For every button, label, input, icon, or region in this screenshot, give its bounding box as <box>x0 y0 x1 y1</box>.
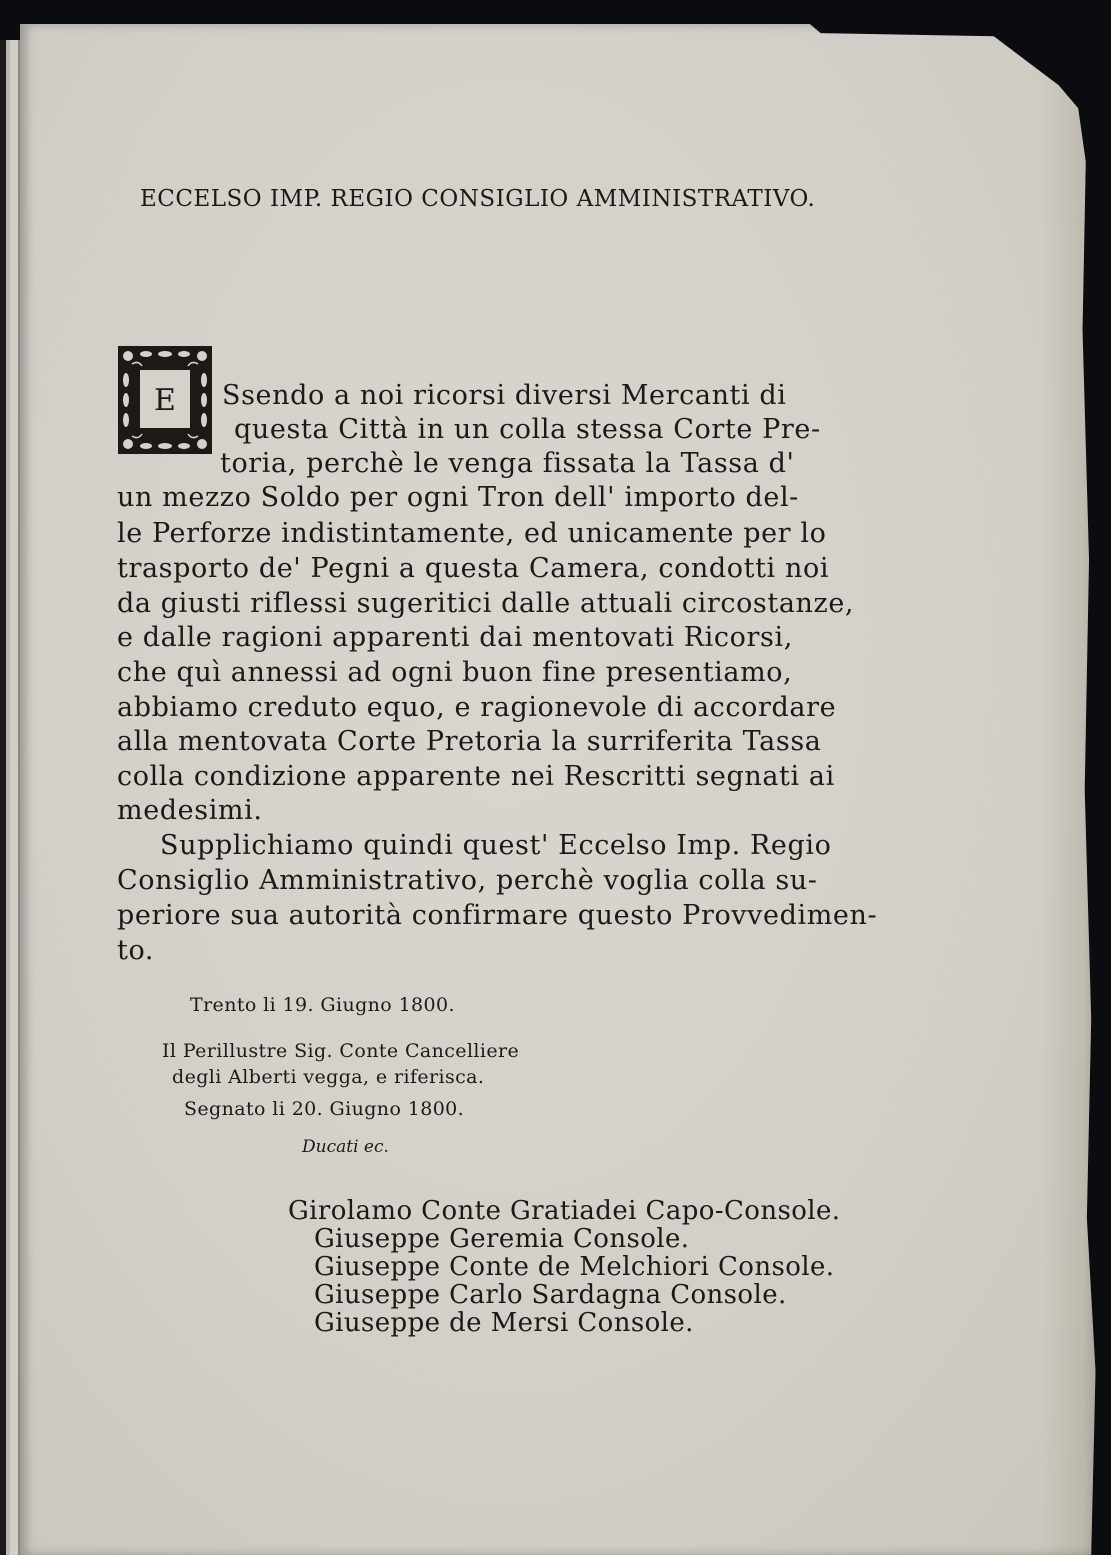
body-line: medesimi. <box>117 795 263 826</box>
body-line: da giusti riflessi sugeritici dalle attuali circostanze, <box>117 588 855 619</box>
drop-cap-ornament <box>116 344 214 456</box>
body-line: to. <box>117 935 155 966</box>
drop-cap-letter: E <box>154 382 176 418</box>
body-line: abbiamo creduto equo, e ragionevole di accordare <box>117 692 837 723</box>
paper-edge-wear <box>1042 24 1102 1555</box>
body-line: Ssendo a noi ricorsi diversi Mercanti di <box>222 380 787 411</box>
signatory-line: Giuseppe de Mersi Console. <box>314 1308 694 1338</box>
body-line: periore sua autorità confirmare questo Provvedimen- <box>117 900 878 931</box>
body-line: alla mentovata Corte Pretoria la surriferita Tassa <box>117 726 822 757</box>
rescript-line: Segnato li 20. Giugno 1800. <box>184 1098 465 1120</box>
rescript-signature: Ducati ec. <box>302 1137 389 1157</box>
body-line: Supplichiamo quindi quest' Eccelso Imp. Regio <box>160 830 832 861</box>
signatory-line: Girolamo Conte Gratiadei Capo-Console. <box>288 1196 841 1226</box>
document-heading: ECCELSO IMP. REGIO CONSIGLIO AMMINISTRATIVO. <box>140 186 816 212</box>
date-line: Trento li 19. Giugno 1800. <box>190 994 455 1016</box>
adjacent-page-edge <box>0 40 22 1555</box>
body-line: che quì annessi ad ogni buon fine presentiamo, <box>117 657 793 688</box>
body-line: le Perforze indistintamente, ed unicamente per lo <box>117 518 827 549</box>
rescript-line: Il Perillustre Sig. Conte Cancelliere <box>162 1040 520 1062</box>
body-line: colla condizione apparente nei Rescritti segnati ai <box>117 761 835 792</box>
rescript-line: degli Alberti vegga, e riferisca. <box>172 1066 485 1088</box>
signatory-line: Giuseppe Carlo Sardagna Console. <box>314 1280 787 1310</box>
signatory-line: Giuseppe Conte de Melchiori Console. <box>314 1252 835 1282</box>
body-line: Consiglio Amministrativo, perchè voglia colla su- <box>117 865 818 896</box>
signatory-line: Giuseppe Geremia Console. <box>314 1224 690 1254</box>
body-line: un mezzo Soldo per ogni Tron dell' importo del- <box>117 482 799 513</box>
body-line: trasporto de' Pegni a questa Camera, condotti noi <box>117 553 830 584</box>
body-line: e dalle ragioni apparenti dai mentovati Ricorsi, <box>117 622 793 653</box>
body-line: toria, perchè le venga fissata la Tassa d' <box>220 448 795 479</box>
body-line: questa Città in un colla stessa Corte Pre- <box>234 414 821 445</box>
